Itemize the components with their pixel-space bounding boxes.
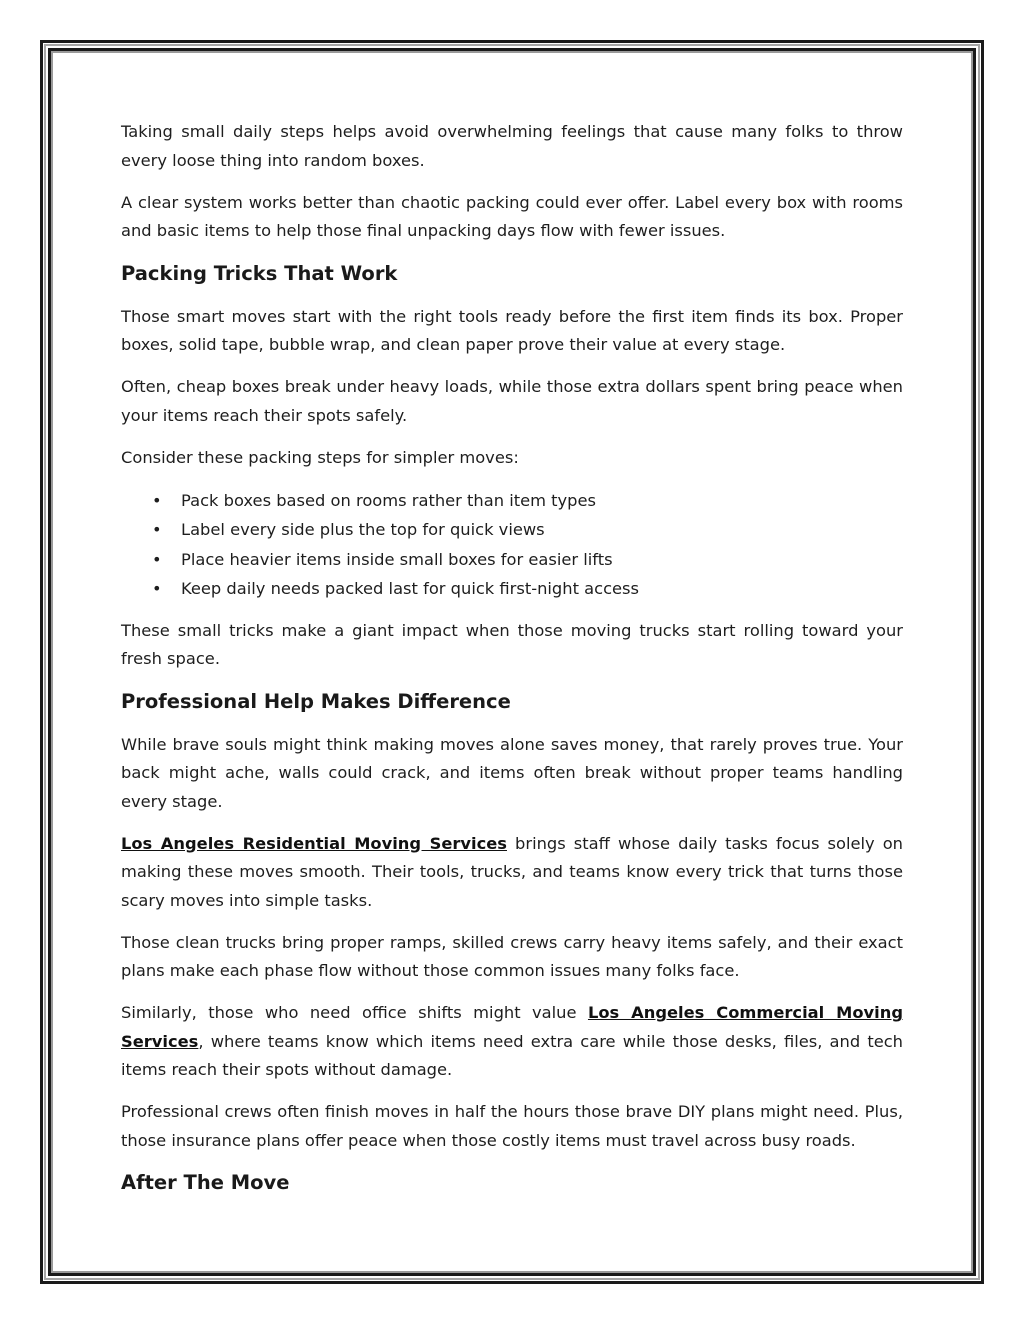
- paragraph-text: , where teams know which items need extra care while those desks, files, and tech items reach their spots without damage.: [121, 1031, 903, 1079]
- paragraph-brave-souls: While brave souls might think making moves alone saves money, that rarely proves true. Your back might ache, walls could crack, and items often break without proper teams handling every stage.: [121, 734, 903, 811]
- bullet-icon: •: [152, 490, 162, 510]
- packing-steps-list: [121, 486, 903, 604]
- paragraph-residential-services: [121, 830, 903, 916]
- paragraph-clear-system: A clear system works better than chaotic packing could ever offer. Label every box with rooms and basic items to help those final unpacking days flow with fewer issues.: [121, 192, 903, 240]
- heading-professional-help: Professional Help Makes Difference: [121, 689, 511, 713]
- paragraph-small-steps: Taking small daily steps helps avoid overwhelming feelings that cause many folks to throw every loose thing into random boxes.: [121, 122, 903, 170]
- paragraph-text: brings staff whose daily tasks focus solely on making these moves smooth. Their tools, trucks, and teams know every trick that turns those scary moves into simple tasks.: [121, 833, 903, 910]
- list-item-text: Label every side plus the top for quick views: [181, 520, 545, 539]
- bullet-icon: •: [152, 520, 162, 539]
- paragraph-cheap-boxes: Often, cheap boxes break under heavy loads, while those extra dollars spent bring peace when your items reach their spots safely.: [121, 377, 903, 425]
- list-item: [121, 545, 903, 575]
- list-item: [121, 486, 903, 516]
- paragraph-small-tricks: These small tricks make a giant impact when those moving trucks start rolling toward your fresh space.: [121, 620, 903, 668]
- document-body: [121, 118, 903, 1212]
- paragraph-smart-moves: Those smart moves start with the right tools ready before the first item finds its box. Proper boxes, solid tape, bubble wrap, and clean paper prove their value at every stage.: [121, 306, 903, 354]
- residential-moving-link[interactable]: Los Angeles Residential Moving Services: [121, 833, 507, 853]
- paragraph-clean-trucks: Those clean trucks bring proper ramps, skilled crews carry heavy items safely, and their exact plans make each phase flow without those common issues many folks face.: [121, 932, 903, 980]
- list-item-text: Keep daily needs packed last for quick first-night access: [181, 579, 640, 598]
- bullet-icon: •: [152, 549, 162, 569]
- list-item-text: Place heavier items inside small boxes for easier lifts: [181, 549, 613, 569]
- heading-after-the-move: After The Move: [121, 1171, 290, 1194]
- heading-packing-tricks: Packing Tricks That Work: [121, 261, 398, 285]
- bullet-icon: •: [152, 579, 162, 598]
- paragraph-consider-steps: Consider these packing steps for simpler moves:: [121, 447, 519, 467]
- list-item: [121, 515, 903, 545]
- paragraph-professional-crews: Professional crews often finish moves in half the hours those brave DIY plans might need. Plus, those insurance plans offer peace when those costly items must travel across busy roads.: [121, 1102, 903, 1150]
- paragraph-office-shifts: [121, 999, 903, 1085]
- list-item: [121, 574, 903, 604]
- list-item-text: Pack boxes based on rooms rather than item types: [181, 490, 597, 510]
- paragraph-text: Similarly, those who need office shifts might value: [121, 1003, 588, 1022]
- commercial-moving-link[interactable]: Los Angeles Commercial Moving Services: [121, 1003, 903, 1051]
